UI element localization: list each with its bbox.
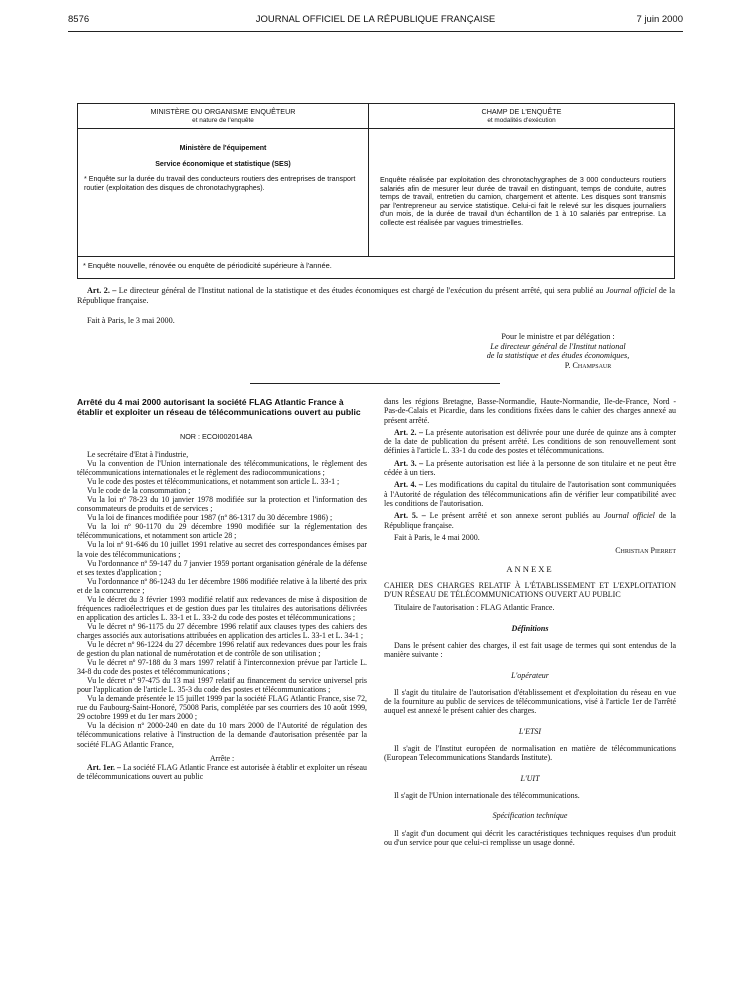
spec-heading: Spécification technique xyxy=(492,811,568,821)
ministry-name: Ministère de l'équipement xyxy=(179,144,267,152)
table-column-divider xyxy=(368,104,369,256)
col1-header-sub: et nature de l'enquête xyxy=(192,116,254,124)
service-name: Service économique et statistique (SES) xyxy=(155,159,291,168)
visa-item: Vu l'ordonnance nº 59-147 du 7 janvier 1959 portant organisation générale de la défense et ses textes d'application ; xyxy=(77,558,367,577)
visa-item: Vu la loi nº 78-23 du 10 janvier 1978 modifiée sur la protection et l'information des consommateurs de produits et de services ; xyxy=(77,495,367,514)
art1-paragraph: Art. 1er. – La société FLAG Atlantic France est autorisée à établir et exploiter un réseau de télécommunications ouvert au public xyxy=(77,762,367,781)
arrete-visas xyxy=(77,450,367,781)
arrete-title: Arrêté du 4 mai 2000 autorisant la société FLAG Atlantic France à établir et exploiter un réseau de télécommunications ouvert au public xyxy=(77,397,361,417)
signature1-name: P. Champsaur xyxy=(564,360,612,370)
arrete-fait: Fait à Paris, le 4 mai 2000. xyxy=(394,532,480,542)
art1-continued: dans les régions Bretagne, Basse-Normandie, Haute-Normandie, Ile-de-France, Nord - Pas-de-Calais et Picardie, dans les conditions fixées dans le cahier des charges annexé au présent arrêté. xyxy=(384,397,676,425)
field-description: Enquête réalisée par exploitation des chronotachygraphes de 3 000 conducteurs routiers salariés afin de mesurer leur durée de travail en distinguant, temps de conduite, autres temps de travail, entretien du camion, chargement et attente. Les disques sont transmis par l'entrepreneur au service statistique. Celui-ci fait le relevé sur les disques journaliers d'un mois, de la durée de travail d'un échantillon de 1 à 10 salariés par entreprise. La collecte est réalisée par vagues trimestrielles. xyxy=(380,176,666,227)
survey-description: * Enquête sur la durée du travail des conducteurs routiers des entreprises de transport routier (exploitation des disques de chronotachygraphes). xyxy=(84,175,356,192)
etsi-definition: Il s'agit de l'Institut européen de normalisation en matière de télécommunications (European Telecommunications Standards Institute). xyxy=(384,744,676,763)
operator-definition: Il s'agit du titulaire de l'autorisation d'établissement et d'exploitation du réseau en vue de la fourniture au public de services de télécommunications, visé à l'article 1er de l'arrêté auquel est annexé le présent cahier des charges. xyxy=(384,687,676,716)
titulaire: Titulaire de l'autorisation : FLAG Atlantic France. xyxy=(394,603,555,613)
etsi-heading: L'ETSI xyxy=(518,726,542,736)
signature1-line2: Le directeur général de l'Institut national xyxy=(490,341,626,351)
definitions-heading: Définitions xyxy=(511,623,549,633)
arrete-intro: Le secrétaire d'Etat à l'industrie, xyxy=(87,450,189,459)
visa-item: Vu la loi nº 91-646 du 10 juillet 1991 relative au secret des correspondances émises par la voie des télécommunications ; xyxy=(77,540,367,559)
col2-header xyxy=(369,108,674,125)
visa-item: Vu le code de la consommation ; xyxy=(87,486,191,496)
visa-item: Vu l'ordonnance nº 86-1243 du 1er décembre 1986 modifiée relative à la liberté des prix et de la concurrence ; xyxy=(77,576,367,595)
col1-cell xyxy=(84,144,362,192)
col1-header xyxy=(78,108,368,125)
uit-definition: Il s'agit de l'Union internationale des télécommunications. xyxy=(394,790,580,800)
art5-paragraph: Art. 5. – Le présent arrêté et son annexe seront publiés au Journal officiel de la République française. xyxy=(384,511,676,530)
spec-definition: Il s'agit d'un document qui décrit les caractéristiques techniques requises d'un produit ou d'un service pour que celui-ci remplisse un usage donné. xyxy=(384,828,676,847)
signature1-line3: de la statistique et des études économiques, xyxy=(486,351,630,361)
visa-item: Vu le décret du 3 février 1993 modifié relatif aux redevances de mise à disposition de fréquences radioélectriques et de gestion dues par les titulaires des autorisations délivrées en application des articles L. 33-1 et L. 33-2 du code des postes et télécommunications ; xyxy=(77,594,367,622)
header-rule xyxy=(68,31,683,32)
art2-fait: Fait à Paris, le 3 mai 2000. xyxy=(87,316,175,325)
arrete-word: Arrête : xyxy=(209,753,235,763)
art3-paragraph: Art. 3. – La présente autorisation est liée à la personne de son titulaire et ne peut être cédée à un tiers. xyxy=(384,458,676,478)
operator-heading: L'opérateur xyxy=(511,670,549,680)
visa-item: Vu le code des postes et télécommunications, et notamment son article L. 33-1 ; xyxy=(87,477,340,487)
journal-title: JOURNAL OFFICIEL DE LA RÉPUBLIQUE FRANÇAISE xyxy=(255,14,496,25)
visa-item: Vu la décision nº 2000-240 en date du 10 mars 2000 de l'Autorité de régulation des télécommunications relative à l'instruction de la demande d'autorisation présentée par la société FLAG Atlantic France, xyxy=(77,721,367,749)
issue-date: 7 juin 2000 xyxy=(636,14,683,25)
visa-item: Vu le décret nº 97-475 du 13 mai 1997 relatif au financement du service universel pris pour l'application de l'article L. 35-3 du code des postes et télécommunications ; xyxy=(77,676,367,695)
survey-table xyxy=(77,103,675,279)
signature-block-1 xyxy=(440,332,676,370)
table-footnote: * Enquête nouvelle, rénovée ou enquête de périodicité supérieure à l'année. xyxy=(83,261,332,270)
visa-item: Vu le décret nº 96-1175 du 27 décembre 1996 relatif aux clauses types des cahiers des charges associés aux autorisations attribuées en application des articles L. 33-1 et L. 34-1 ; xyxy=(77,621,367,640)
definitions-intro: Dans le présent cahier des charges, il est fait usage de termes qui sont entendus de la manière suivante : xyxy=(384,640,676,660)
visa-item: Vu la convention de l'Union internationale des télécommunications, le règlement des télécommunications internationales et le règlement des radiocommunications ; xyxy=(77,459,367,478)
art2-authorisation: Art. 2. – La présente autorisation est délivrée pour une durée de quinze ans à compter de la date de publication du présent arrêté. Les conditions de son renouvellement sont définies à l'article L. 33-1 du code des postes et télécommunications. xyxy=(384,427,676,456)
annexe-title: ANNEXE xyxy=(506,564,554,575)
section-separator xyxy=(250,383,500,384)
cahier-title: CAHIER DES CHARGES RELATIF À L'ÉTABLISSEMENT ET L'EXPLOITATION D'UN RÉSEAU DE TÉLÉCOMMUNICATIONS OUVERT AU PUBLIC xyxy=(384,580,676,600)
visa-item: Vu la demande présentée le 15 juillet 1999 par la société FLAG Atlantic France, sise 72, rue du Faubourg-Saint-Honoré, 75008 Paris, complétée par ses courriers des 10 août 1999, 29 octobre 1999 et du 1er mars 2000 ; xyxy=(77,694,367,722)
visa-item: Vu le décret nº 96-1224 du 27 décembre 1996 relatif aux redevances dues pour les frais de gestion du plan national de numérotation et de contrôle de son utilisation ; xyxy=(77,639,367,659)
art4-paragraph: Art. 4. – Les modifications du capital du titulaire de l'autorisation sont communiquées à l'Autorité de régulation des télécommunications afin de vérifier leur compatibilité avec les conditions de l'autorisation. xyxy=(384,480,677,508)
col1-header-title: MINISTÈRE OU ORGANISME ENQUÊTEUR xyxy=(150,107,296,116)
signature1-line1: Pour le ministre et par délégation : xyxy=(501,332,615,341)
table-footer-rule xyxy=(78,256,674,257)
arrete-signature: Christian Pierret xyxy=(615,546,676,556)
nor-reference: NOR : ECOI0020148A xyxy=(180,432,253,441)
right-column xyxy=(384,397,676,847)
table-header-rule xyxy=(78,128,674,129)
page-header xyxy=(68,14,683,28)
art2-paragraph: Art. 2. – Le directeur général de l'Institut national de la statistique et des études économiques est chargé de l'exécution du présent arrêté, qui sera publié au Journal officiel de la République française. xyxy=(77,286,675,305)
visa-item: Vu la loi de finances modifiée pour 1987 (nº 86-1317 du 30 décembre 1986) ; xyxy=(87,513,333,523)
visa-item: Vu le décret nº 97-188 du 3 mars 1997 relatif à l'interconnexion prévue par l'article L. 34-8 du code des postes et télécommunications ; xyxy=(77,658,367,677)
col2-header-title: CHAMP DE L'ENQUÊTE xyxy=(481,107,562,116)
page-number: 8576 xyxy=(68,14,90,25)
visa-item: Vu la loi nº 90-1170 du 29 décembre 1990 modifiée sur la réglementation des télécommunications, et notamment son article 28 ; xyxy=(77,522,367,541)
uit-heading: L'UIT xyxy=(520,773,540,783)
col2-header-sub: et modalités d'exécution xyxy=(487,116,556,124)
